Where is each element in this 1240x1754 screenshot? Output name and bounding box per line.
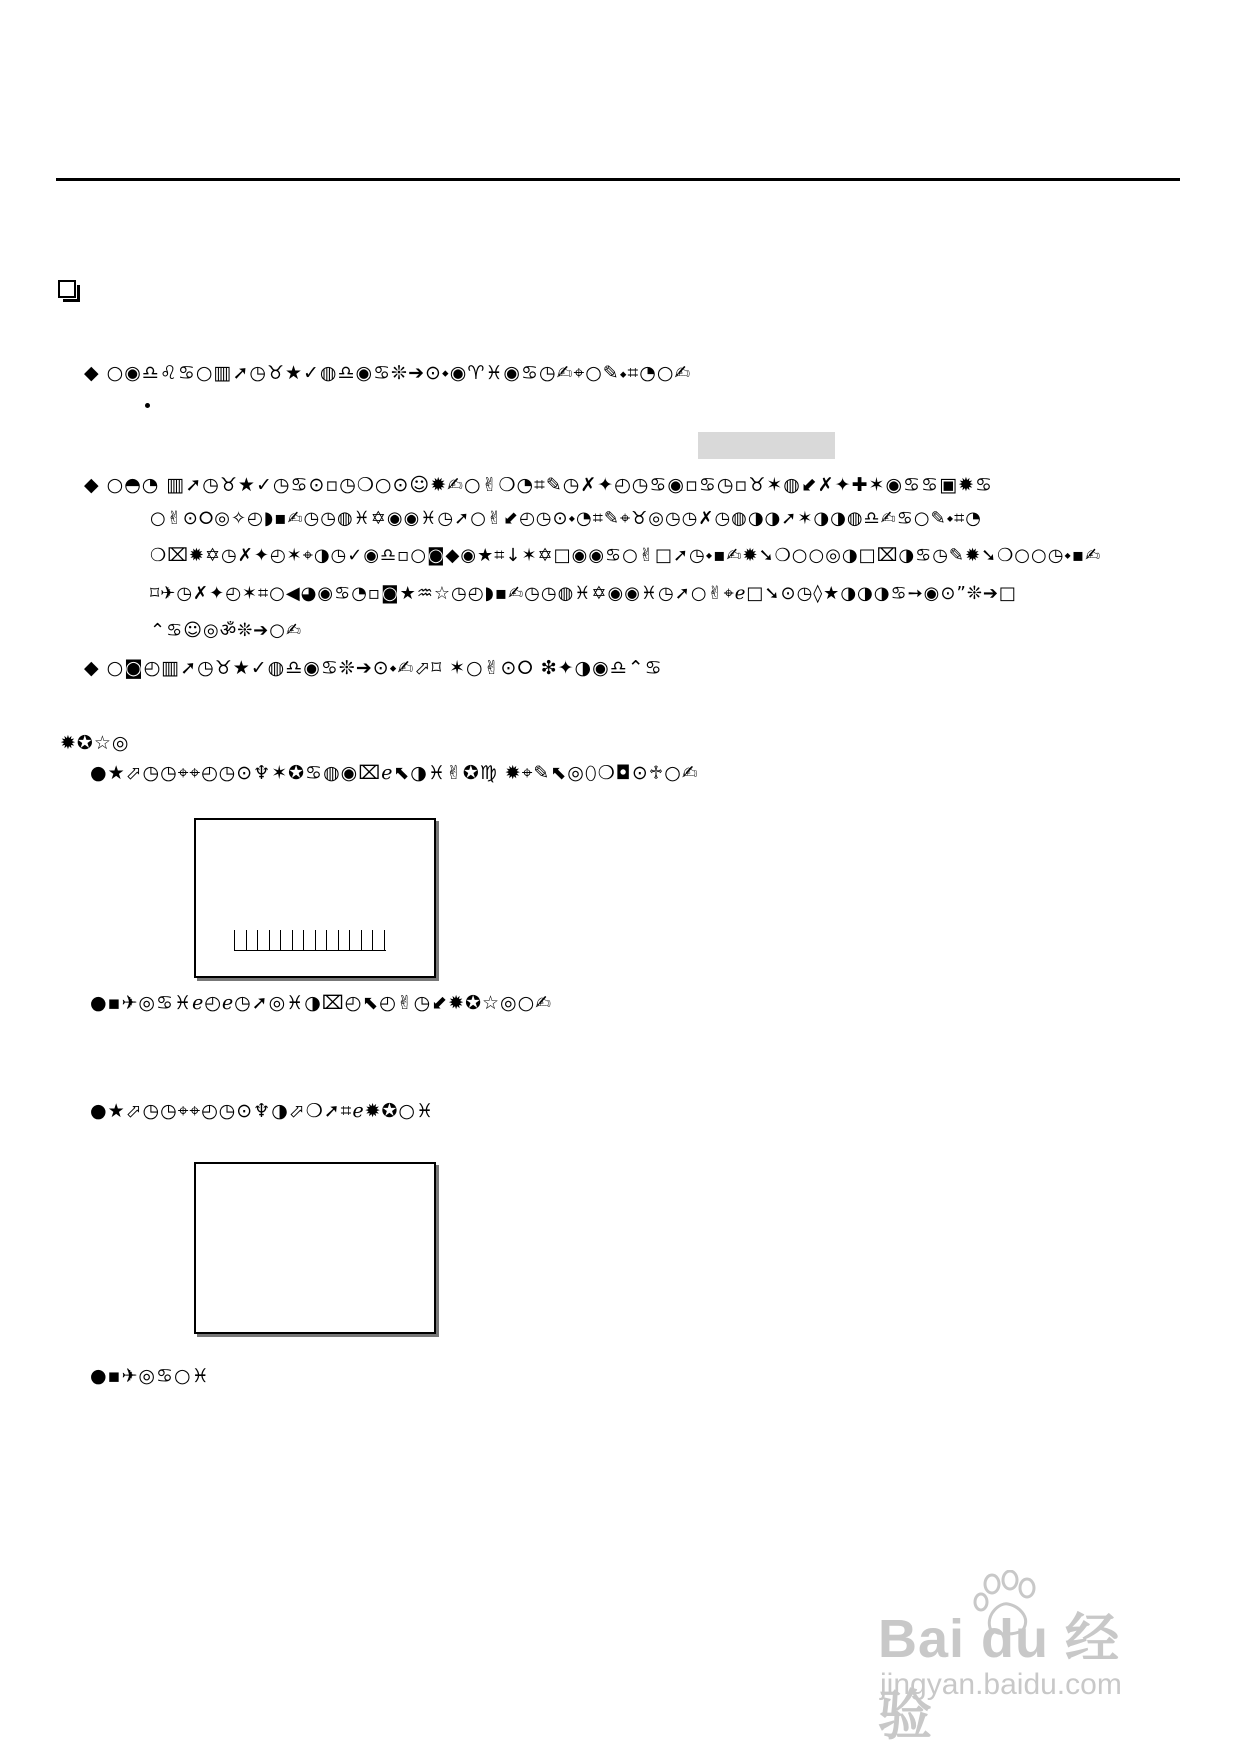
highlight-bar — [698, 432, 835, 459]
watermark-url: jingyan.baidu.com — [880, 1668, 1122, 1701]
dot-line-4: ●▪✈◎♋○♓ — [90, 1365, 210, 1387]
section-marker-text — [90, 272, 91, 273]
bullet-line-2: ◆ ○◓◔ ▥➚◷♉★✓◷♋⊙▫◷❍○⊙☺✹✍○✌❍◔⌗✎◷✗✦◴◷♋◉▫♋◷▫♉✶◍⬋✗✦✚✶◉♋♋▣✹♋ — [84, 474, 993, 496]
ruler-tick — [292, 930, 293, 950]
bullet-line-3: ◆ ○◙◴▥➚◷♉★✓◍♎◉♋❊➔⊙⬩✍⬀⌑ ✶○✌⊙⭘ ❇✦◑◉♎⌃♋ — [84, 657, 663, 679]
bullet-line-2-cont-4: ⌃♋☺◎ॐ❊➔○✍ — [150, 620, 303, 641]
section-box-icon — [58, 280, 76, 298]
ruler-tick — [349, 930, 350, 950]
header-rule — [56, 178, 1180, 181]
sub-bullet-dot — [145, 403, 150, 408]
ruler-tick — [361, 930, 362, 950]
figure-frame-1 — [194, 818, 436, 978]
section-heading-2: ✹✪☆◎ — [60, 732, 130, 754]
ruler-tick — [326, 930, 327, 950]
baidu-watermark — [872, 1570, 1172, 1746]
bullet-line-2-cont-2: ❍⌧✹✡◷✗✦◴✶⌖◑◷✓◉♎▫○◙◆◉★⌗↓✶✡□◉◉♋○✌□➚◷⬩▪✍✹➘❍○○◎◑□⌧◑♋◷✎✹➘❍○○◷⬩▪✍ — [150, 545, 1102, 566]
ruler-tick — [269, 930, 270, 950]
bullet-line-1: ◆ ○◉♎♌♋○▥➚◷♉★✓◍♎◉♋❊➔⊙⬩◉♈♓◉♋◷✍⌖○✎⬩⌗◔○✍ — [84, 362, 692, 384]
ruler-tick — [384, 930, 385, 950]
ruler-tick — [234, 930, 235, 950]
watermark-brand: Bai du 经验 — [878, 1609, 1121, 1746]
dot-line-1: ●★⬀◷◷⌖⌖◴◷⊙♆✶✪♋◍◉⌧ℯ⬉◑♓✌✪♍ ✹⌖✎⬉◎⬯❍◘⊙♱○✍ — [90, 762, 699, 784]
ruler-tick — [315, 930, 316, 950]
ruler-tick — [338, 930, 339, 950]
bullet-line-2-cont-1: ○✌⊙⭘◎✧◴◗▪✍◷◷◍♓✡◉◉♓◷➚○✌⬋◴◷⊙⬩◔⌗✎⌖♉◎◷◷✗◷◍◑◑➚✶◑◑◍♎✍♋○✎⬩⌗◔ — [150, 508, 983, 529]
ruler-tick — [372, 930, 373, 950]
dot-line-2: ●▪✈◎♋♓ℯ◴ℯ◷➚◎♓◑⌧◴⬉◴✌◷⬋✹✪☆◎○✍ — [90, 992, 553, 1014]
ruler-tick — [280, 930, 281, 950]
ruler-tick — [246, 930, 247, 950]
figure-frame-2 — [194, 1162, 436, 1334]
ruler-ticks — [234, 930, 386, 951]
dot-line-3: ●★⬀◷◷⌖⌖◴◷⊙♆◑⬀❍➚⌗ℯ✹✪○♓ — [90, 1100, 435, 1122]
bullet-line-2-cont-3: ⌑✈◷✗✦◴✶⌗○◀◕◉♋◔▫◙★♒☆◷◴◗▪✍◷◷◍♓✡◉◉♓◷➚○✌⌖ℯ□➘⊙◷◊★◑◑◑♋➙◉⊙”❊➔□ — [150, 583, 1017, 604]
ruler-tick — [257, 930, 258, 950]
ruler-tick — [303, 930, 304, 950]
